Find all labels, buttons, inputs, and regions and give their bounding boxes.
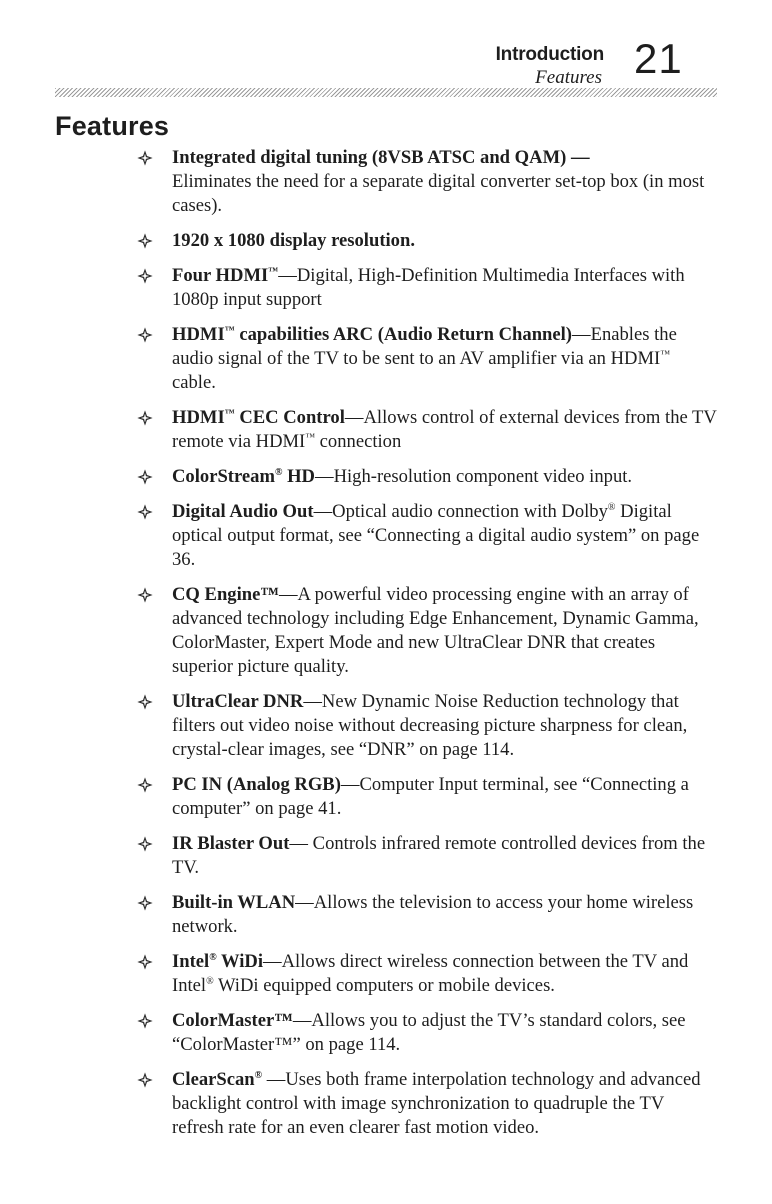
trademark-mark: ™: [224, 325, 235, 336]
feature-item: [0, 773, 717, 821]
feature-description: —High-resolution component video input.: [314, 466, 633, 487]
feature-name: IR Blaster Out: [172, 833, 290, 854]
feature-name-text: capabilities ARC (Audio Return Channel): [234, 324, 572, 345]
feature-name: [172, 265, 278, 286]
feature-description: Eliminates the need for a separate digital converter set-top box (in most cases).: [172, 171, 705, 216]
feature-name-text: HDMI: [172, 407, 225, 428]
feature-name: Digital Audio Out: [172, 501, 314, 522]
feature-item: [0, 146, 717, 218]
feature-name-text: WiDi: [216, 951, 264, 972]
fleuron-bullet-icon: [136, 776, 154, 794]
fleuron-bullet-icon: [136, 835, 154, 853]
features-list: [0, 146, 772, 1151]
feature-name: ColorMaster™: [172, 1010, 293, 1031]
feature-name-text: Intel: [172, 951, 210, 972]
feature-name: [172, 324, 572, 345]
feature-item: [0, 891, 717, 939]
feature-name-text: HDMI: [172, 324, 225, 345]
feature-name-text: CEC Control: [234, 407, 345, 428]
feature-description: Digital optical output format, see “Connecting a digital audio system” on page 36.: [172, 501, 700, 570]
registered-mark: ®: [206, 976, 214, 987]
registered-mark: ®: [607, 502, 616, 513]
fleuron-bullet-icon: [136, 468, 154, 486]
feature-name: CQ Engine™: [172, 584, 279, 605]
chapter-title: Introduction: [495, 44, 604, 65]
feature-item: [0, 406, 717, 454]
feature-item: [0, 583, 717, 679]
registered-mark: ®: [274, 467, 283, 478]
feature-name: [172, 407, 345, 428]
feature-item: [0, 832, 717, 880]
fleuron-bullet-icon: [136, 693, 154, 711]
feature-name: PC IN (Analog RGB): [172, 774, 341, 795]
feature-item: [0, 264, 717, 312]
feature-item: [0, 500, 717, 572]
feature-item: [0, 1068, 717, 1140]
feature-description: —Uses both frame interpolation technology and advanced backlight control with image synchronization to quadruple the TV refresh rate for an even clearer fast motion video.: [172, 1069, 701, 1138]
feature-name: Built-in WLAN: [172, 892, 296, 913]
feature-name: [172, 466, 315, 487]
feature-name: [172, 951, 263, 972]
feature-description: —Allows control of external devices from the TV remote via HDMI: [172, 407, 717, 452]
page-number: 21: [634, 35, 683, 82]
feature-description: cable.: [172, 372, 216, 393]
section-title: Features: [535, 67, 602, 88]
fleuron-bullet-icon: [136, 326, 154, 344]
feature-item: [0, 690, 717, 762]
feature-name-text: Four HDMI: [172, 265, 269, 286]
feature-item: [0, 465, 717, 489]
feature-description: —Digital, High-Definition Multimedia Interfaces with 1080p input support: [172, 265, 685, 310]
trademark-mark: ™: [268, 266, 279, 277]
fleuron-bullet-icon: [136, 586, 154, 604]
page-header: [0, 0, 772, 98]
feature-description: WiDi equipped computers or mobile devices.: [213, 975, 555, 996]
page-title: Features: [55, 111, 170, 141]
trademark-mark: ™: [660, 349, 670, 360]
fleuron-bullet-icon: [136, 894, 154, 912]
fleuron-bullet-icon: [136, 267, 154, 285]
feature-name: [172, 1069, 262, 1090]
feature-name: Integrated digital tuning (8VSB ATSC and QAM) —: [172, 147, 590, 168]
feature-description: —Allows you to adjust the TV’s standard colors, see “ColorMaster™” on page 114.: [172, 1010, 686, 1055]
header-rule: [55, 88, 717, 97]
fleuron-bullet-icon: [136, 232, 154, 250]
feature-description: — Controls infrared remote controlled devices from the TV.: [172, 833, 706, 878]
fleuron-bullet-icon: [136, 953, 154, 971]
trademark-mark: ™: [305, 432, 316, 443]
feature-name-text: HD: [282, 466, 315, 487]
fleuron-bullet-icon: [136, 409, 154, 427]
feature-description: —Optical audio connection with Dolby: [313, 501, 608, 522]
feature-name-text: ClearScan: [172, 1069, 255, 1090]
feature-description: —A powerful video processing engine with an array of advanced technology including Edge Enhancement, Dynamic Gamma, ColorMaster, Expert Mode and new UltraClear DNR that creates superior picture quality.: [172, 584, 699, 677]
feature-item: [0, 1009, 717, 1057]
feature-name: UltraClear DNR: [172, 691, 304, 712]
registered-mark: ®: [209, 952, 217, 963]
feature-name-text: ColorStream: [172, 466, 275, 487]
feature-item: [0, 229, 717, 253]
feature-description: connection: [315, 431, 402, 452]
feature-description: —New Dynamic Noise Reduction technology that filters out video noise without decreasing picture sharpness for clean, crystal-clear images, see “DNR” on page 114.: [172, 691, 688, 760]
feature-item: [0, 950, 717, 998]
feature-description: —Computer Input terminal, see “Connecting a computer” on page 41.: [172, 774, 689, 819]
fleuron-bullet-icon: [136, 149, 154, 167]
registered-mark: ®: [254, 1070, 263, 1081]
fleuron-bullet-icon: [136, 503, 154, 521]
fleuron-bullet-icon: [136, 1012, 154, 1030]
feature-description: —Allows the television to access your home wireless network.: [172, 892, 694, 937]
feature-name: 1920 x 1080 display resolution.: [172, 230, 415, 251]
fleuron-bullet-icon: [136, 1071, 154, 1089]
feature-description: —Enables the audio signal of the TV to be sent to an AV amplifier via an HDMI: [172, 324, 677, 369]
feature-description: —Allows direct wireless connection between the TV and Intel: [172, 951, 689, 996]
feature-item: [0, 323, 717, 395]
trademark-mark: ™: [224, 408, 235, 419]
